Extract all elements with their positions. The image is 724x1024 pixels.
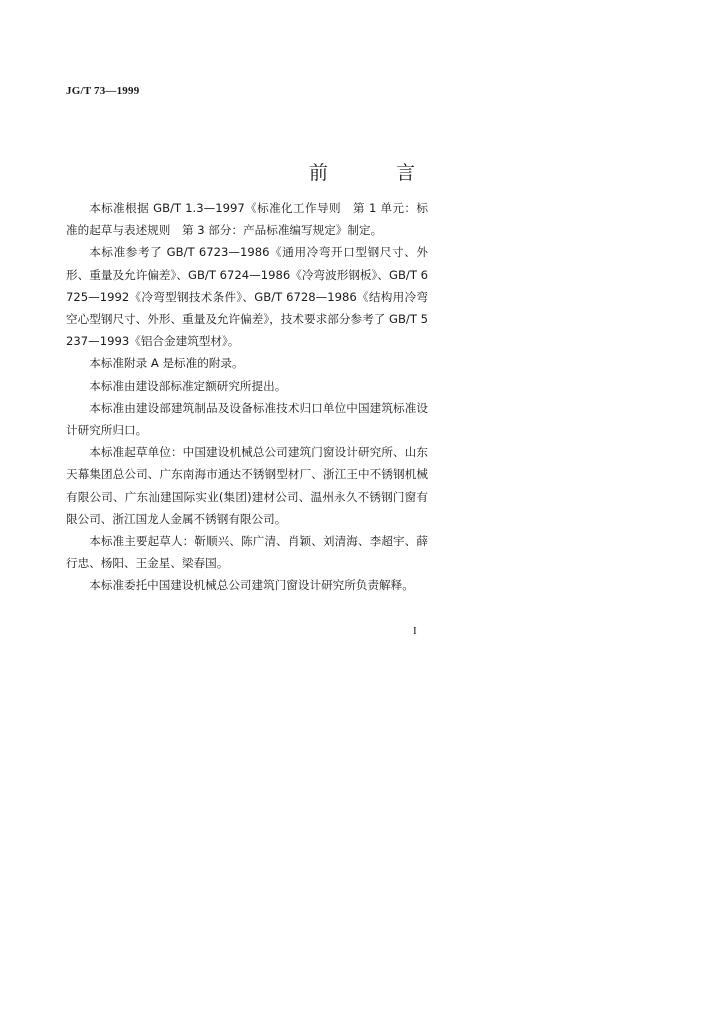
foreword-title bbox=[0, 158, 724, 185]
page-number: I bbox=[413, 625, 417, 637]
paragraph-proposer: 本标准由建设部标准定额研究所提出。 bbox=[89, 378, 287, 393]
paragraph-responsible-unit: 本标准由建设部建筑制品及设备标准技术归口单位中国建筑标准设计研究所归口。 bbox=[66, 400, 428, 438]
paragraph-appendix: 本标准附录 A 是标准的附录。 bbox=[89, 356, 244, 371]
title-char-1: 前 bbox=[308, 162, 328, 184]
standard-number-header: JG/T 73—1999 bbox=[66, 85, 140, 97]
paragraph-drafters: 本标准主要起草人：靳顺兴、陈广清、肖颖、刘清海、李超宇、薛行忠、杨阳、王金星、梁春国。 bbox=[66, 534, 428, 571]
foreword-body bbox=[66, 197, 428, 597]
paragraph-interpretation: 本标准委托中国建设机械总公司建筑门窗设计研究所负责解释。 bbox=[89, 578, 414, 593]
title-char-2: 言 bbox=[396, 162, 416, 184]
paragraph-drafting-units: 本标准起草单位：中国建设机械总公司建筑门窗设计研究所、山东天幕集团总公司、广东南海市通达不锈钢型材厂、浙江王中不锈钢机械有限公司、广东汕建国际实业(集团)建材公司、温州永久不锈钢门窗有限公司、浙江国龙人金属不锈钢有限公司。 bbox=[66, 445, 428, 526]
paragraph-drafting-basis: 本标准根据 GB/T 1.3—1997《标准化工作导则 第 1 单元：标准的起草与表述规则 第 3 部分：产品标准编写规定》制定。 bbox=[66, 201, 428, 238]
paragraph-references: 本标准参考了 GB/T 6723—1986《通用冷弯开口型钢尺寸、外形、重量及允许偏差》、GB/T 6724—1986《冷弯波形钢板》、GB/T 6725—1992《冷弯型钢技术条件》、GB/T 6728—1986《结构用冷弯空心型钢尺寸、外形、重量及允许偏差》，技术要求部分参考了 GB/T 5237—1993《铝合金建筑型材》。 bbox=[66, 245, 428, 349]
